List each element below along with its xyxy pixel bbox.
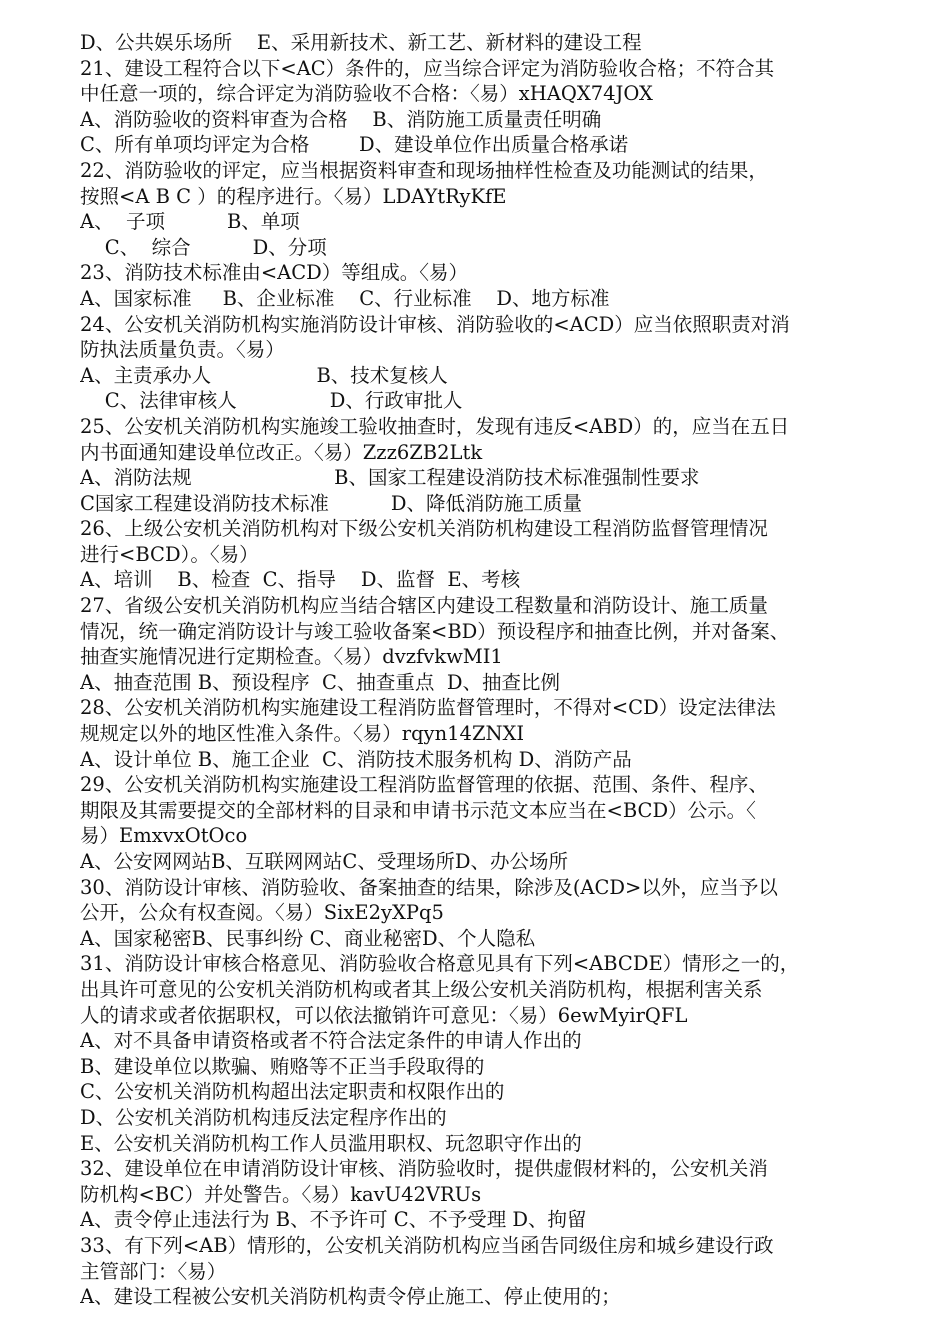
- text-line: 出具许可意见的公安机关消防机构或者其上级公安机关消防机构，根据利害关系: [80, 977, 763, 1001]
- text-line: 28、公安机关消防机构实施建设工程消防监督管理时，不得对<CD）设定法律法: [80, 696, 776, 720]
- text-line: A、培训 B、检查 C、指导 D、监督 E、考核: [80, 568, 521, 592]
- text-line: 进行<BCD）。〈易）: [80, 542, 259, 566]
- text-line: 内书面通知建设单位改正。〈易）Zzz6ZB2Ltk: [80, 440, 483, 464]
- text-line: 31、消防设计审核合格意见、消防验收合格意见具有下列<ABCDE）情形之一的，: [80, 952, 800, 976]
- text-line: C、所有单项均评定为合格 D、建设单位作出质量合格承诺: [80, 133, 629, 157]
- text-line: A、对不具备申请资格或者不符合法定条件的申请人作出的: [80, 1029, 582, 1053]
- text-line: 按照<A B C ）的程序进行。〈易）LDAYtRyKfE: [80, 184, 507, 208]
- text-line: A、建设工程被公安机关消防机构责令停止施工、停止使用的；: [80, 1285, 621, 1309]
- text-line: A、消防法规 B、国家工程建设消防技术标准强制性要求: [80, 466, 700, 490]
- text-line: A、责令停止违法行为 B、不予许可 C、不予受理 D、拘留: [80, 1208, 587, 1232]
- text-line: 30、消防设计审核、消防验收、备案抽查的结果，除涉及(ACD>以外，应当予以: [80, 875, 778, 899]
- text-line: A、主责承办人 B、技术复核人: [80, 363, 448, 387]
- text-line: 27、省级公安机关消防机构应当结合辖区内建设工程数量和消防设计、施工质量: [80, 594, 768, 618]
- text-line: 期限及其需要提交的全部材料的目录和申请书示范文本应当在<BCD）公示。〈: [80, 798, 756, 822]
- text-line: C、法律审核人 D、行政审批人: [80, 389, 463, 413]
- text-line: A、 子项 B、单项: [80, 210, 300, 234]
- text-line: 24、公安机关消防机构实施消防设计审核、消防验收的<ACD）应当依照职责对消: [80, 312, 790, 336]
- text-line: A、公安网网站B、互联网网站C、受理场所D、办公场所: [80, 850, 568, 873]
- text-line: A、抽查范围 B、预设程序 C、抽查重点 D、抽查比例: [80, 670, 560, 694]
- text-line: C、公安机关消防机构超出法定职责和权限作出的: [80, 1080, 505, 1104]
- text-line: A、国家秘密B、民事纠纷 C、商业秘密D、个人隐私: [80, 926, 536, 950]
- text-line: 抽查实施情况进行定期检查。〈易）dvzfvkwMI1: [80, 645, 503, 669]
- text-line: C国家工程建设消防技术标准 D、降低消防施工质量: [80, 491, 583, 515]
- text-line: 23、消防技术标准由<ACD）等组成。〈易）: [80, 261, 469, 285]
- text-line: A、设计单位 B、施工企业 C、消防技术服务机构 D、消防产品: [80, 747, 632, 771]
- text-line: 中任意一项的，综合评定为消防验收不合格：〈易）xHAQX74JOX: [80, 82, 653, 106]
- text-line: E、公安机关消防机构工作人员滥用职权、玩忽职守作出的: [80, 1131, 582, 1155]
- text-line: 25、公安机关消防机构实施竣工验收抽查时，发现有违反<ABD）的，应当在五日: [80, 414, 790, 438]
- text-line: 易）EmxvxOtOco: [80, 824, 248, 848]
- text-line: 32、建设单位在申请消防设计审核、消防验收时，提供虚假材料的，公安机关消: [80, 1157, 768, 1181]
- text-line: A、国家标准 B、企业标准 C、行业标准 D、地方标准: [80, 286, 610, 310]
- text-line: C、 综合 D、分项: [80, 235, 327, 259]
- text-line: 防执法质量负责。〈易）: [80, 338, 285, 362]
- text-line: B、建设单位以欺骗、贿赂等不正当手段取得的: [80, 1054, 485, 1078]
- text-line: 21、建设工程符合以下<AC）条件的，应当综合评定为消防验收合格；不符合其: [80, 56, 775, 80]
- text-line: 26、上级公安机关消防机构对下级公安机关消防机构建设工程消防监督管理情况: [80, 517, 768, 541]
- text-line: 22、消防验收的评定，应当根据资料审查和现场抽样性检查及功能测试的结果，: [80, 158, 768, 182]
- text-line: 情况，统一确定消防设计与竣工验收备案<BD）预设程序和抽查比例，并对备案、: [80, 619, 790, 643]
- text-line: 33、有下列<AB）情形的，公安机关消防机构应当函告同级住房和城乡建设行政: [80, 1233, 774, 1257]
- text-line: D、公共娱乐场所 E、采用新技术、新工艺、新材料的建设工程: [80, 31, 642, 54]
- text-line: 主管部门：〈易）: [80, 1259, 227, 1283]
- text-line: 人的请求或者依据职权，可以依法撤销许可意见：〈易）6ewMyirQFL: [80, 1003, 688, 1027]
- text-line: 29、公安机关消防机构实施建设工程消防监督管理的依据、范围、条件、程序、: [80, 773, 768, 797]
- text-line: 规规定以外的地区性准入条件。〈易）rqyn14ZNXI: [80, 722, 525, 746]
- text-line: D、公安机关消防机构违反法定程序作出的: [80, 1105, 447, 1129]
- text-line: A、消防验收的资料审查为合格 B、消防施工质量责任明确: [80, 107, 602, 131]
- text-line: 防机构<BC）并处警告。〈易）kavU42VRUs: [80, 1182, 482, 1206]
- text-line: 公开，公众有权查阅。〈易）SixE2yXPq5: [80, 901, 444, 925]
